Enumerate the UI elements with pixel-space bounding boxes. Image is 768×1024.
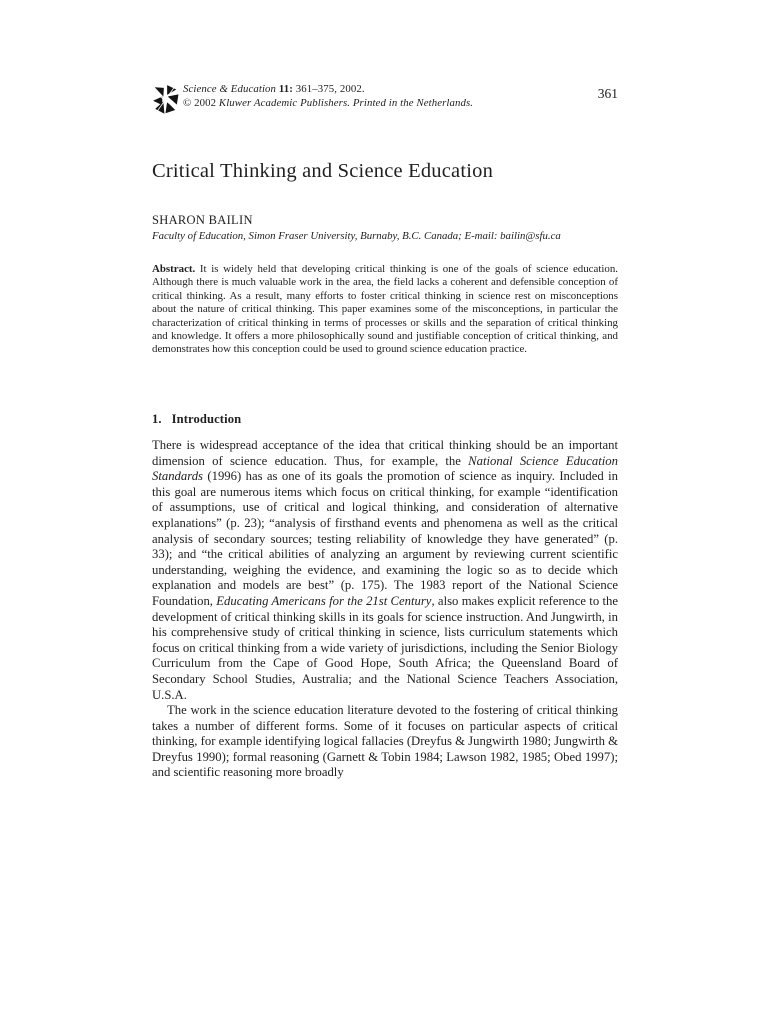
section-heading [152, 412, 241, 427]
article-body [152, 438, 618, 781]
author-name: SHARON BAILIN [152, 213, 253, 227]
section-title: Introduction [171, 412, 242, 426]
author-affiliation: Faculty of Education, Simon Fraser University, Burnaby, B.C. Canada; E-mail: bailin@sfu.ca [152, 229, 561, 242]
copyright-line: © 2002 Kluwer Academic Publishers. Printed in the Netherlands. [183, 96, 474, 109]
article-title: Critical Thinking and Science Education [152, 160, 494, 182]
journal-citation: Science & Education 11: 361–375, 2002. [183, 83, 365, 95]
kluwer-flower-logo-icon [152, 85, 179, 115]
section-number: 1. [152, 412, 162, 426]
page-number: 361 [597, 86, 618, 101]
abstract: Abstract. It is widely held that developing critical thinking is one of the goals of science education. Although there is much valuable work in the area, the field lacks a coherent and defensible conception of critical thinking. As a result, many efforts to foster critical thinking in science rest on misconceptions about the nature of critical thinking. This paper examines some of the misconceptions, in particular the characterization of critical thinking in terms of processes or skills and the separation of critical thinking and knowledge. It offers a more philosophically sound and justifiable conception of critical thinking, and demonstrates how this conception could be used to ground science education practice. [152, 263, 618, 356]
journal-header [152, 83, 618, 110]
paragraph: There is widespread acceptance of the idea that critical thinking should be an important dimension of science education. Thus, for example, the National Science Education Standards (1996) has as one of its goals the promotion of science as inquiry. Included in this goal are numerous items which focus on critical thinking, for example “identification of assumptions, use of critical and logical thinking, and consideration of alternative explanations” (p. 23); “analysis of firsthand events and phenomena as well as the critical analysis of secondary sources; testing reliability of knowledge they have generated” (p. 33); and “the critical abilities of analyzing an argument by reviewing current scientific understanding, weighing the evidence, and examining the logic so as to decide which explanation and models are best” (p. 175). The 1983 report of the National Science Foundation, Educating Americans for the 21st Century, also makes explicit reference to the development of critical thinking skills in its goals for science instruction. And Jungwirth, in his comprehensive study of critical thinking in science, lists curriculum statements which focus on critical thinking from a wide variety of jurisdictions, including the Senior Biology Curriculum from the Cape of Good Hope, South Africa; the Queensland Board of Secondary School Studies, Australia; and the National Science Teachers Association, U.S.A. [152, 438, 618, 702]
paragraph: The work in the science education literature devoted to the fostering of critical thinking takes a number of different forms. Some of it focuses on particular aspects of critical thinking, for example identifying logical fallacies (Dreyfus & Jungwirth 1980; Jungwirth & Dreyfus 1990); formal reasoning (Garnett & Tobin 1984; Lawson 1982, 1985; Obed 1997); and scientific reasoning more broadly [152, 703, 618, 780]
